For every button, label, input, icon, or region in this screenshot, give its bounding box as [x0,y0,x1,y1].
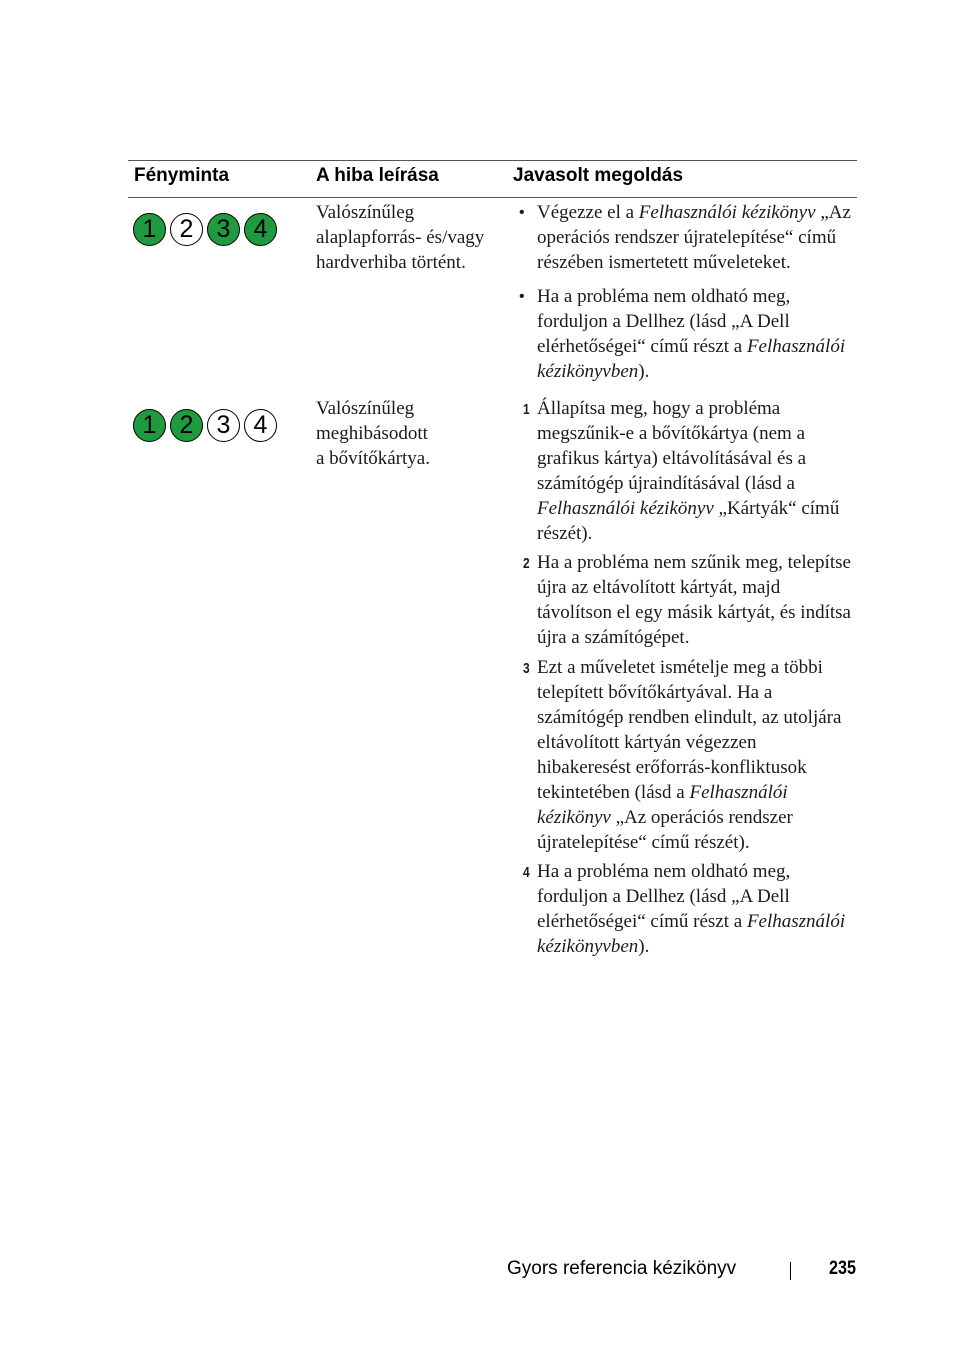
manual-reference: Felhasználói kézikönyv [638,202,816,223]
solution-text: Állapítsa meg, hogy a probléma megszűnik-e a bővítőkártya (nem a grafikus kártya) eltávolításával és a számítógép újraindításával (lásd a Felhasználói kézikönyv „Kártyák“ című részét). [537,398,840,544]
step-number: 4 [523,864,530,881]
manual-reference: Felhasználói kézikönyv [537,782,788,828]
description-line: Valószínűleg [316,202,415,223]
manual-reference: Felhasználói kézikönyv [537,498,714,519]
diagnostic-light-2: 2 [170,213,203,246]
error-description-row-1 [316,200,506,275]
solution-text: Végezze el a Felhasználói kézikönyv „Az operációs rendszer újratelepítése“ című részében ismertetett műveleteket. [537,202,851,273]
step-number: 2 [523,555,530,572]
footer-title: Gyors referencia kézikönyv [507,1258,737,1279]
description-line: hardverhiba történt. [316,252,466,273]
description-line: alaplapforrás- és/vagy [316,227,485,248]
diagnostic-light-1: 1 [133,213,166,246]
description-line: Valószínűleg [316,398,415,419]
bullet-marker: • [519,204,525,221]
manual-reference: Felhasználói kézikönyvben [537,911,846,957]
step-number: 3 [523,660,530,677]
diagnostic-light-1: 1 [133,409,166,442]
solution-step [518,655,854,855]
description-line: a bővítőkártya. [316,448,430,469]
page-number: 235 [829,1258,856,1279]
description-line: meghibásodott [316,423,428,444]
bullet-marker: • [519,288,525,305]
solution-step [518,396,854,546]
table-top-rule [128,160,857,161]
led-pattern-row-1 [133,213,277,246]
solution-text: Ha a probléma nem szűnik meg, telepítse újra az eltávolított kártyát, majd távolítson el egy másik kártyát, és indítsa újra a számítógépet. [537,552,851,648]
footer-separator [790,1262,791,1280]
step-number: 1 [523,401,530,418]
solution-step [518,550,854,650]
diagnostic-light-4: 4 [244,409,277,442]
error-description-row-2 [316,396,506,471]
solution-item [518,200,854,275]
column-header-error-description: A hiba leírása [316,165,439,186]
diagnostic-light-3: 3 [207,409,240,442]
diagnostic-light-3: 3 [207,213,240,246]
table-header-rule [128,197,857,198]
column-header-light-pattern: Fényminta [134,165,230,186]
diagnostic-light-4: 4 [244,213,277,246]
solution-text: Ha a probléma nem oldható meg, forduljon a Dellhez (lásd „A Dell elérhetőségei“ című részt a Felhasználói kézikönyvben). [537,286,846,382]
led-pattern-row-2 [133,409,277,442]
solution-text: Ezt a műveletet ismételje meg a többi telepített bővítőkártyával. Ha a számítógép rendben elindult, az utoljára eltávolított kártyán végezzen hibakeresést erőforrás-konfliktusok tekintetében (lásd a Felhasználói kézikönyv „Az operációs rendszer újratelepítése“ című részét). [537,657,842,853]
manual-reference: Felhasználói kézikönyvben [537,336,846,382]
column-header-suggested-solution: Javasolt megoldás [513,165,684,186]
diagnostic-light-2: 2 [170,409,203,442]
solution-text: Ha a probléma nem oldható meg, forduljon a Dellhez (lásd „A Dell elérhetőségei“ című részt a Felhasználói kézikönyvben). [537,861,846,957]
solution-item [518,284,854,384]
solution-step [518,859,854,959]
